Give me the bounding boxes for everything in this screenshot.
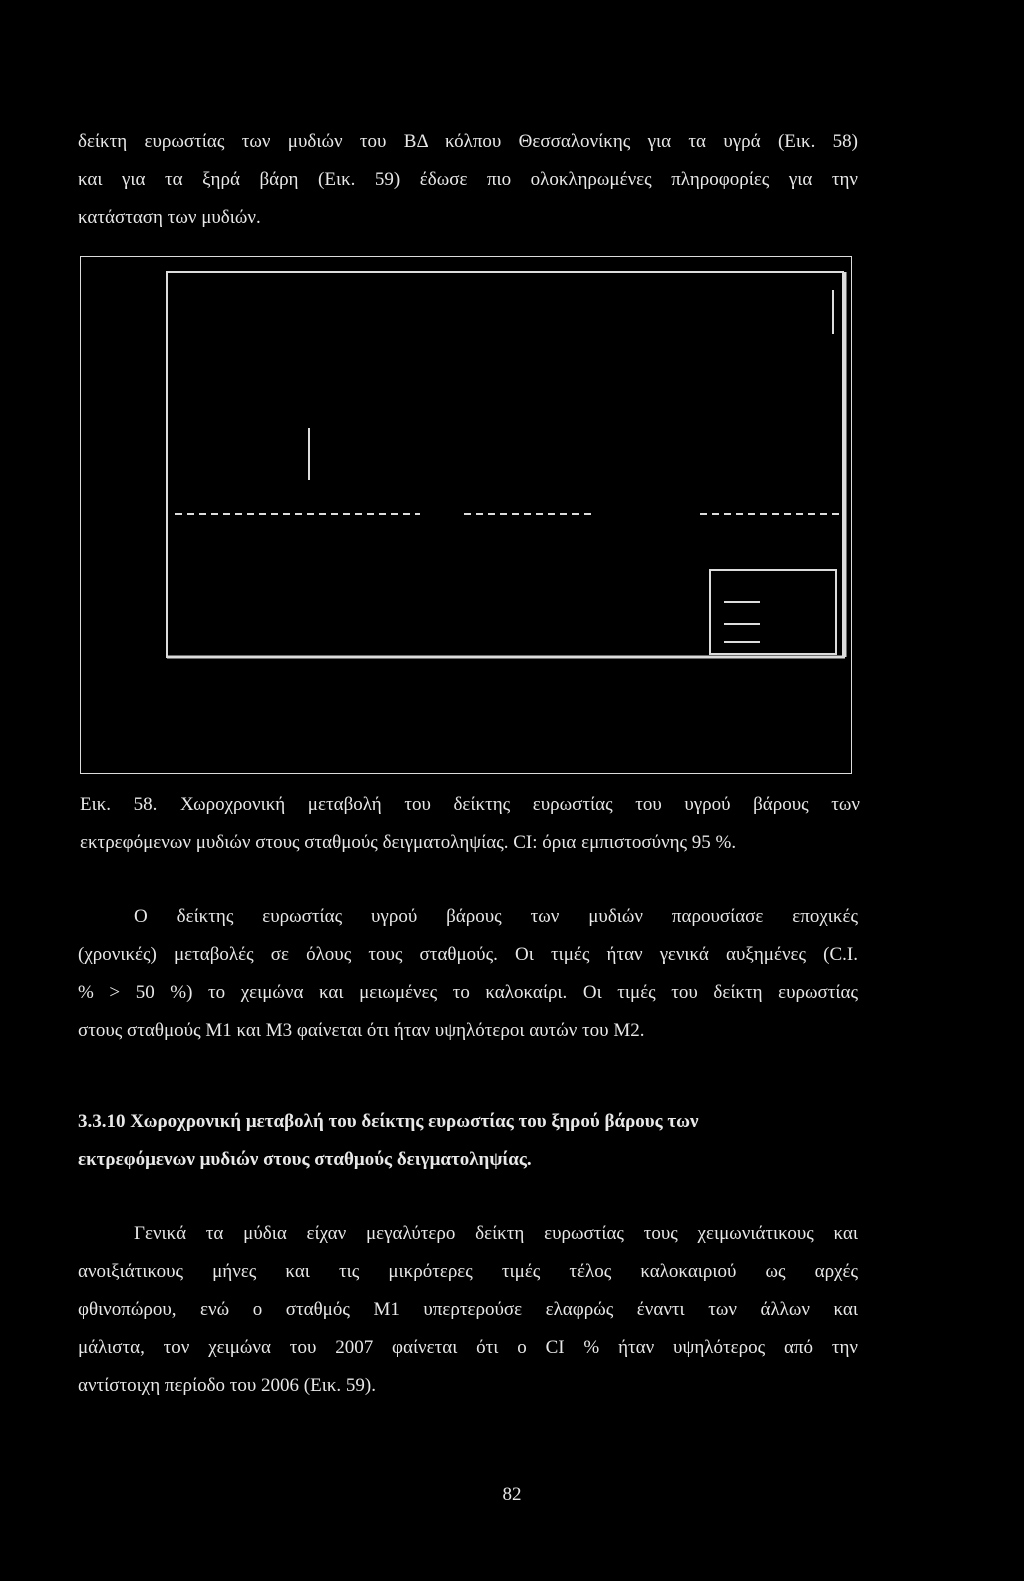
intro-line-2: και για τα ξηρά βάρη (Εικ. 59) έδωσε πιο ολοκληρωμένες πληροφορίες για την (78, 169, 858, 190)
paragraph-2 (78, 1215, 858, 1405)
paragraph-1-line-4: στους σταθμούς Μ1 και Μ3 φαίνεται ότι ήταν υψηλότεροι αυτών του Μ2. (78, 1020, 645, 1041)
section-heading-line-2: εκτρεφόμενων μυδιών στους σταθμούς δειγματοληψίας. (78, 1149, 532, 1170)
paragraph-1-line-2: (χρονικές) μεταβολές σε όλους τους σταθμούς. Οι τιμές ήταν γενικά αυξημένες (C.I. (78, 944, 858, 965)
figure-58-caption (80, 786, 860, 862)
section-heading-line-1: 3.3.10 Χωροχρονική μεταβολή του δείκτης ευρωστίας του ξηρού βάρους των (78, 1111, 699, 1132)
paragraph-1-line-1: Ο δείκτης ευρωστίας υγρού βάρους των μυδιών παρουσίασε εποχικές (134, 906, 858, 927)
intro-paragraph (78, 123, 858, 237)
intro-line-1: δείκτη ευρωστίας των μυδιών του ΒΔ κόλπου Θεσσαλονίκης για τα υγρά (Εικ. 58) (78, 131, 858, 152)
caption-line-2: εκτρεφόμενων μυδιών στους σταθμούς δειγματοληψίας. CI: όρια εμπιστοσύνης 95 %. (80, 832, 737, 853)
paragraph-2-line-1: Γενικά τα μύδια είχαν μεγαλύτερο δείκτη ευρωστίας τους χειμωνιάτικους και (134, 1223, 858, 1244)
paragraph-1-line-3: % > 50 %) το χειμώνα και μειωμένες το καλοκαίρι. Οι τιμές του δείκτη ευρωστίας (78, 982, 858, 1003)
caption-line-1: Εικ. 58. Χωροχρονική μεταβολή του δείκτης ευρωστίας του υγρού βάρους των (80, 794, 860, 815)
paragraph-2-line-3: φθινοπώρου, ενώ ο σταθμός Μ1 υπερτερούσε ελαφρώς έναντι των άλλων και (78, 1299, 858, 1320)
paragraph-2-line-5: αντίστοιχη περίοδο του 2006 (Εικ. 59). (78, 1375, 377, 1396)
paragraph-1 (78, 898, 858, 1050)
paragraph-2-line-4: μάλιστα, τον χειμώνα του 2007 φαίνεται ότι ο CI % ήταν υψηλότερος από την (78, 1337, 858, 1358)
plot-area-frame (167, 272, 843, 657)
section-heading (78, 1103, 858, 1179)
intro-line-3: κατάσταση των μυδιών. (78, 207, 261, 228)
page-number: 82 (502, 1484, 522, 1505)
figure-58-chart (80, 256, 852, 776)
paragraph-2-line-2: ανοιξιάτικους μήνες και τις μικρότερες τιμές τέλος καλοκαιριού ως αρχές (78, 1261, 858, 1282)
